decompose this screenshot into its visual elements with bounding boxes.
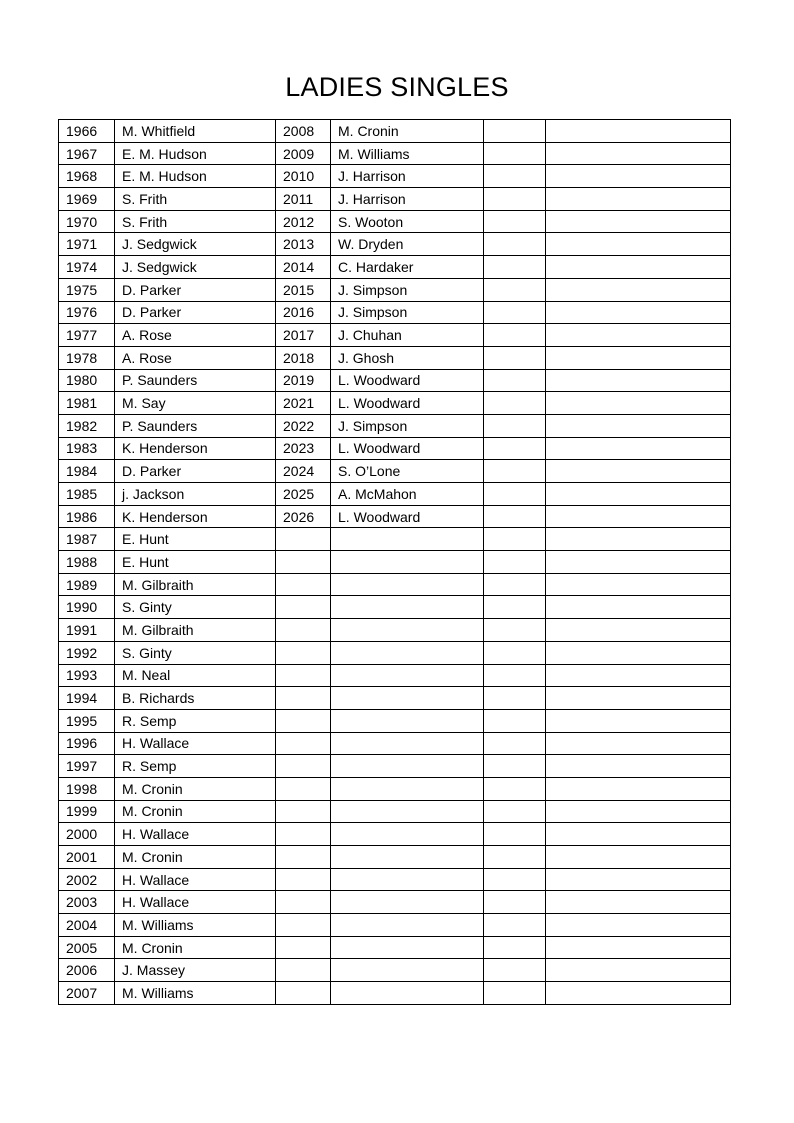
winner-cell — [546, 891, 731, 914]
winner-cell — [546, 868, 731, 891]
winner-cell — [331, 664, 484, 687]
winner-cell: j. Jackson — [115, 483, 276, 506]
winner-cell — [546, 256, 731, 279]
table-row — [59, 256, 731, 279]
winner-cell — [546, 732, 731, 755]
winner-cell: M. Cronin — [115, 777, 276, 800]
winner-cell: E. Hunt — [115, 551, 276, 574]
year-cell — [276, 868, 331, 891]
year-cell: 2016 — [276, 301, 331, 324]
year-cell: 1978 — [59, 346, 115, 369]
year-cell: 2022 — [276, 414, 331, 437]
winner-cell — [546, 392, 731, 415]
year-cell: 1990 — [59, 596, 115, 619]
year-cell — [276, 551, 331, 574]
winner-cell — [546, 233, 731, 256]
winner-cell: J. Harrison — [331, 165, 484, 188]
table-row — [59, 755, 731, 778]
year-cell — [276, 823, 331, 846]
winner-cell — [331, 936, 484, 959]
table-row — [59, 846, 731, 869]
year-cell — [484, 914, 546, 937]
winner-cell: P. Saunders — [115, 414, 276, 437]
year-cell: 1996 — [59, 732, 115, 755]
winner-cell — [546, 846, 731, 869]
winner-cell — [331, 982, 484, 1005]
year-cell — [484, 891, 546, 914]
year-cell — [484, 641, 546, 664]
year-cell — [276, 891, 331, 914]
year-cell — [276, 755, 331, 778]
year-cell — [484, 596, 546, 619]
year-cell — [484, 868, 546, 891]
winner-cell: M. Williams — [331, 142, 484, 165]
winner-cell — [546, 165, 731, 188]
winner-cell — [331, 959, 484, 982]
year-cell — [484, 188, 546, 211]
winner-cell: J. Simpson — [331, 414, 484, 437]
year-cell: 2006 — [59, 959, 115, 982]
winner-cell: S. Wooton — [331, 210, 484, 233]
winner-cell: L. Woodward — [331, 392, 484, 415]
winner-cell — [546, 687, 731, 710]
table-row — [59, 505, 731, 528]
winner-cell: M. Gilbraith — [115, 573, 276, 596]
winner-cell: H. Wallace — [115, 732, 276, 755]
winner-cell — [546, 800, 731, 823]
year-cell: 2025 — [276, 483, 331, 506]
year-cell — [276, 528, 331, 551]
table-row — [59, 936, 731, 959]
table-row — [59, 324, 731, 347]
table-row — [59, 346, 731, 369]
winners-table-body — [59, 120, 731, 1005]
year-cell: 2004 — [59, 914, 115, 937]
year-cell — [484, 324, 546, 347]
year-cell: 1986 — [59, 505, 115, 528]
year-cell — [276, 664, 331, 687]
table-row — [59, 369, 731, 392]
winner-cell — [331, 777, 484, 800]
year-cell: 2026 — [276, 505, 331, 528]
year-cell: 1993 — [59, 664, 115, 687]
year-cell — [276, 959, 331, 982]
table-row — [59, 528, 731, 551]
winner-cell — [546, 120, 731, 143]
year-cell — [484, 551, 546, 574]
year-cell: 1992 — [59, 641, 115, 664]
winner-cell: S. Ginty — [115, 641, 276, 664]
winner-cell: M. Cronin — [115, 800, 276, 823]
year-cell — [484, 800, 546, 823]
winner-cell — [546, 641, 731, 664]
winner-cell: H. Wallace — [115, 891, 276, 914]
year-cell — [484, 619, 546, 642]
winner-cell: P. Saunders — [115, 369, 276, 392]
year-cell: 2010 — [276, 165, 331, 188]
page-title: LADIES SINGLES — [285, 72, 509, 102]
table-row — [59, 120, 731, 143]
winner-cell: J. Massey — [115, 959, 276, 982]
winner-cell — [546, 460, 731, 483]
year-cell — [484, 777, 546, 800]
year-cell: 1966 — [59, 120, 115, 143]
year-cell: 1976 — [59, 301, 115, 324]
year-cell — [484, 823, 546, 846]
winner-cell: M. Williams — [115, 914, 276, 937]
table-row — [59, 188, 731, 211]
winner-cell: L. Woodward — [331, 369, 484, 392]
year-cell: 1975 — [59, 278, 115, 301]
year-cell — [484, 165, 546, 188]
year-cell — [484, 460, 546, 483]
year-cell — [484, 142, 546, 165]
year-cell: 1999 — [59, 800, 115, 823]
year-cell: 2001 — [59, 846, 115, 869]
year-cell — [484, 233, 546, 256]
year-cell: 2015 — [276, 278, 331, 301]
table-row — [59, 868, 731, 891]
winner-cell: S. O’Lone — [331, 460, 484, 483]
year-cell — [276, 936, 331, 959]
winner-cell: M. Cronin — [115, 846, 276, 869]
table-row — [59, 210, 731, 233]
table-row — [59, 460, 731, 483]
winner-cell — [331, 800, 484, 823]
year-cell: 2013 — [276, 233, 331, 256]
year-cell — [276, 732, 331, 755]
winner-cell — [331, 709, 484, 732]
year-cell: 1982 — [59, 414, 115, 437]
winner-cell: B. Richards — [115, 687, 276, 710]
year-cell — [484, 982, 546, 1005]
year-cell — [276, 800, 331, 823]
year-cell: 1988 — [59, 551, 115, 574]
year-cell: 2007 — [59, 982, 115, 1005]
table-row — [59, 959, 731, 982]
winner-cell — [331, 687, 484, 710]
winner-cell — [546, 573, 731, 596]
winner-cell — [546, 528, 731, 551]
year-cell: 1977 — [59, 324, 115, 347]
year-cell: 1967 — [59, 142, 115, 165]
winner-cell: J. Harrison — [331, 188, 484, 211]
year-cell — [276, 914, 331, 937]
winner-cell: S. Ginty — [115, 596, 276, 619]
year-cell — [276, 687, 331, 710]
winner-cell — [331, 641, 484, 664]
winner-cell: L. Woodward — [331, 505, 484, 528]
year-cell — [484, 709, 546, 732]
winner-cell — [546, 483, 731, 506]
winner-cell: S. Frith — [115, 210, 276, 233]
winner-cell — [546, 823, 731, 846]
year-cell: 2003 — [59, 891, 115, 914]
winner-cell — [331, 573, 484, 596]
winner-cell — [546, 777, 731, 800]
winner-cell — [546, 551, 731, 574]
year-cell: 2024 — [276, 460, 331, 483]
year-cell — [484, 346, 546, 369]
year-cell — [484, 392, 546, 415]
year-cell — [484, 120, 546, 143]
winner-cell: D. Parker — [115, 278, 276, 301]
winner-cell — [331, 823, 484, 846]
winner-cell: M. Williams — [115, 982, 276, 1005]
winner-cell: E. M. Hudson — [115, 165, 276, 188]
winner-cell — [331, 732, 484, 755]
winner-cell — [546, 142, 731, 165]
winner-cell: M. Cronin — [331, 120, 484, 143]
winner-cell — [546, 982, 731, 1005]
table-row — [59, 823, 731, 846]
year-cell: 1994 — [59, 687, 115, 710]
year-cell — [484, 414, 546, 437]
year-cell: 2005 — [59, 936, 115, 959]
winner-cell — [331, 596, 484, 619]
winner-cell: M. Say — [115, 392, 276, 415]
year-cell — [484, 437, 546, 460]
table-row — [59, 732, 731, 755]
year-cell — [484, 664, 546, 687]
year-cell: 1980 — [59, 369, 115, 392]
table-row — [59, 414, 731, 437]
winner-cell: R. Semp — [115, 709, 276, 732]
winner-cell: K. Henderson — [115, 437, 276, 460]
year-cell — [276, 777, 331, 800]
year-cell: 1984 — [59, 460, 115, 483]
winner-cell: H. Wallace — [115, 868, 276, 891]
winner-cell — [546, 914, 731, 937]
year-cell: 2021 — [276, 392, 331, 415]
winner-cell: M. Gilbraith — [115, 619, 276, 642]
year-cell — [484, 732, 546, 755]
year-cell: 2014 — [276, 256, 331, 279]
winner-cell — [331, 528, 484, 551]
year-cell: 2023 — [276, 437, 331, 460]
winner-cell: J. Simpson — [331, 301, 484, 324]
year-cell — [484, 369, 546, 392]
table-row — [59, 301, 731, 324]
table-row — [59, 891, 731, 914]
winner-cell: D. Parker — [115, 301, 276, 324]
year-cell: 2000 — [59, 823, 115, 846]
winner-cell: L. Woodward — [331, 437, 484, 460]
winner-cell — [546, 437, 731, 460]
winner-cell — [546, 596, 731, 619]
winner-cell: J. Sedgwick — [115, 256, 276, 279]
year-cell: 1983 — [59, 437, 115, 460]
year-cell: 2019 — [276, 369, 331, 392]
year-cell — [484, 959, 546, 982]
year-cell: 2018 — [276, 346, 331, 369]
table-row — [59, 982, 731, 1005]
table-row — [59, 165, 731, 188]
winner-cell: A. Rose — [115, 324, 276, 347]
winner-cell: J. Simpson — [331, 278, 484, 301]
winner-cell: J. Chuhan — [331, 324, 484, 347]
table-row — [59, 278, 731, 301]
winner-cell: R. Semp — [115, 755, 276, 778]
winner-cell: K. Henderson — [115, 505, 276, 528]
year-cell — [484, 573, 546, 596]
table-row — [59, 709, 731, 732]
year-cell — [276, 982, 331, 1005]
year-cell: 1970 — [59, 210, 115, 233]
year-cell — [276, 596, 331, 619]
year-cell — [484, 755, 546, 778]
winner-cell: M. Neal — [115, 664, 276, 687]
table-row — [59, 483, 731, 506]
year-cell: 1998 — [59, 777, 115, 800]
year-cell: 1987 — [59, 528, 115, 551]
year-cell: 1997 — [59, 755, 115, 778]
winner-cell — [331, 551, 484, 574]
table-row — [59, 573, 731, 596]
winner-cell — [331, 891, 484, 914]
winner-cell: A. Rose — [115, 346, 276, 369]
winner-cell — [546, 709, 731, 732]
table-row — [59, 142, 731, 165]
table-row — [59, 392, 731, 415]
winner-cell — [546, 936, 731, 959]
winners-table — [58, 119, 731, 1005]
year-cell: 2002 — [59, 868, 115, 891]
winner-cell — [546, 369, 731, 392]
winner-cell: M. Whitfield — [115, 120, 276, 143]
year-cell: 2011 — [276, 188, 331, 211]
winner-cell: M. Cronin — [115, 936, 276, 959]
year-cell — [484, 936, 546, 959]
year-cell: 2017 — [276, 324, 331, 347]
winner-cell — [331, 755, 484, 778]
year-cell — [484, 687, 546, 710]
year-cell: 1995 — [59, 709, 115, 732]
year-cell — [276, 846, 331, 869]
table-row — [59, 800, 731, 823]
table-row — [59, 664, 731, 687]
winner-cell: J. Sedgwick — [115, 233, 276, 256]
year-cell: 1981 — [59, 392, 115, 415]
year-cell — [484, 483, 546, 506]
year-cell — [484, 210, 546, 233]
winner-cell — [546, 755, 731, 778]
table-row — [59, 641, 731, 664]
table-row — [59, 619, 731, 642]
table-row — [59, 233, 731, 256]
winner-cell — [546, 619, 731, 642]
year-cell: 1974 — [59, 256, 115, 279]
winner-cell: C. Hardaker — [331, 256, 484, 279]
winner-cell — [546, 278, 731, 301]
table-row — [59, 437, 731, 460]
winner-cell — [546, 188, 731, 211]
year-cell — [276, 619, 331, 642]
year-cell: 2009 — [276, 142, 331, 165]
year-cell: 2008 — [276, 120, 331, 143]
winner-cell — [331, 619, 484, 642]
year-cell: 1971 — [59, 233, 115, 256]
year-cell: 1968 — [59, 165, 115, 188]
year-cell — [484, 846, 546, 869]
year-cell: 1991 — [59, 619, 115, 642]
year-cell: 2012 — [276, 210, 331, 233]
year-cell — [484, 256, 546, 279]
year-cell: 1989 — [59, 573, 115, 596]
winner-cell — [331, 846, 484, 869]
year-cell — [484, 505, 546, 528]
table-row — [59, 596, 731, 619]
winner-cell — [331, 868, 484, 891]
year-cell — [276, 709, 331, 732]
year-cell — [276, 641, 331, 664]
table-row — [59, 687, 731, 710]
winner-cell: J. Ghosh — [331, 346, 484, 369]
winner-cell — [546, 210, 731, 233]
year-cell — [484, 528, 546, 551]
winner-cell: W. Dryden — [331, 233, 484, 256]
winner-cell — [546, 346, 731, 369]
winner-cell — [546, 301, 731, 324]
year-cell: 1985 — [59, 483, 115, 506]
winner-cell: E. M. Hudson — [115, 142, 276, 165]
year-cell — [484, 301, 546, 324]
winner-cell — [546, 505, 731, 528]
table-row — [59, 914, 731, 937]
table-row — [59, 551, 731, 574]
winner-cell: D. Parker — [115, 460, 276, 483]
year-cell: 1969 — [59, 188, 115, 211]
winner-cell — [546, 324, 731, 347]
winner-cell — [331, 914, 484, 937]
year-cell — [484, 278, 546, 301]
winner-cell — [546, 959, 731, 982]
year-cell — [276, 573, 331, 596]
winner-cell: S. Frith — [115, 188, 276, 211]
winner-cell — [546, 414, 731, 437]
winner-cell: A. McMahon — [331, 483, 484, 506]
winner-cell: H. Wallace — [115, 823, 276, 846]
winner-cell: E. Hunt — [115, 528, 276, 551]
winner-cell — [546, 664, 731, 687]
table-row — [59, 777, 731, 800]
